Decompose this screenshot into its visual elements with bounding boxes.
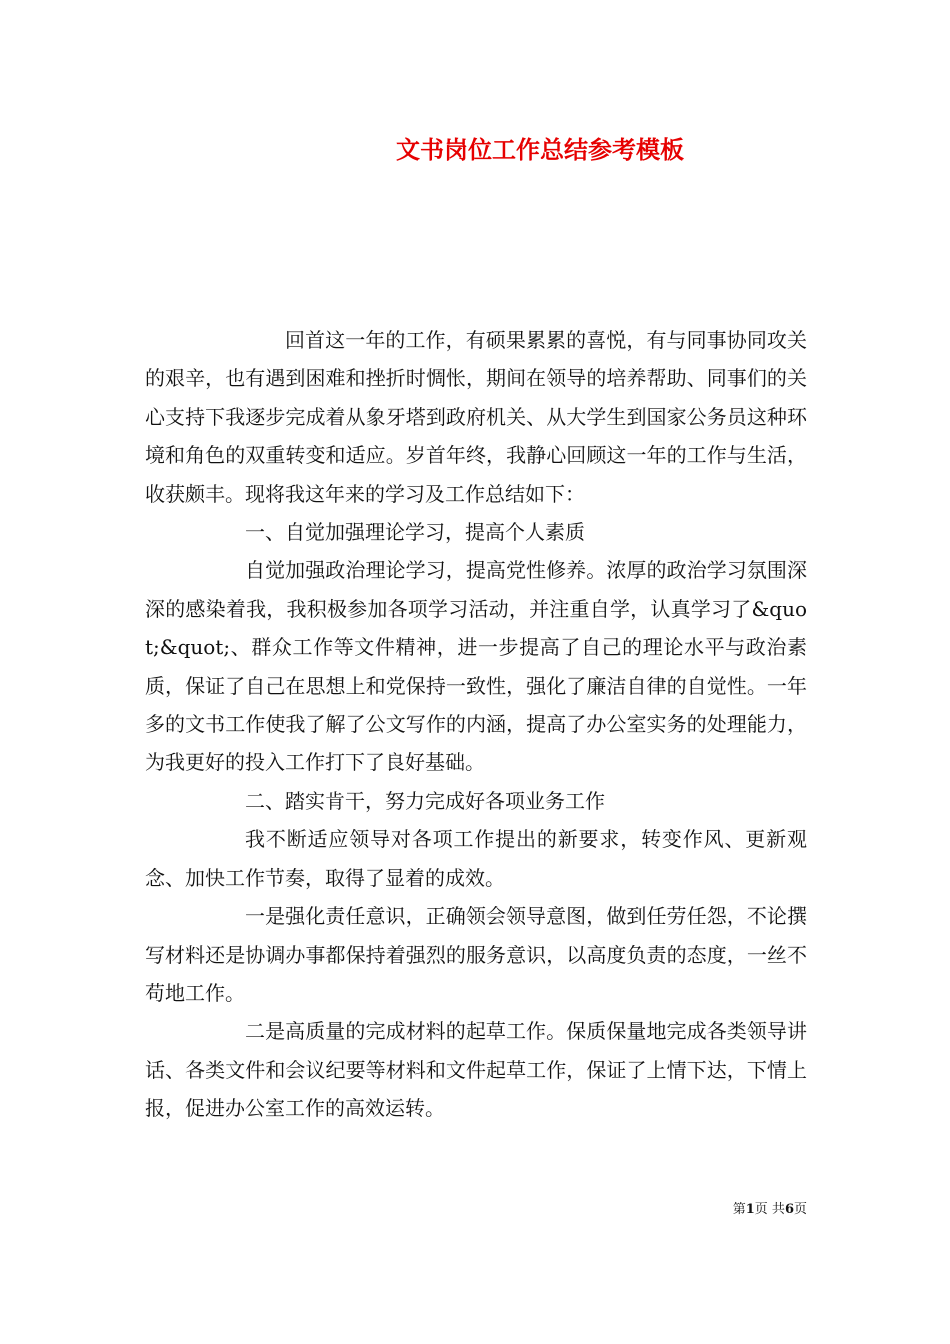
section-heading-2: 二、踏实肯干，努力完成好各项业务工作: [245, 788, 605, 813]
paragraph-theory-study: 自觉加强政治理论学习，提高党性修养。浓厚的政治学习氛围深深的感染着我，我积极参加各项学习活动，并注重自学，认真学习了&quot;&quot;、群众工作等文件精神，进一步提高了自己的理论水平与政治素质，保证了自己在思想上和党保持一致性，强化了廉洁自律的自觉性。一年多的文书工作使我了解了公文写作的内涵，提高了办公室实务的处理能力，为我更好的投入工作打下了良好基础。: [145, 558, 807, 775]
paragraph-point-1: 一是强化责任意识，正确领会领导意图，做到任劳任怨，不论撰写材料还是协调办事都保持着强烈的服务意识，以高度负责的态度，一丝不苟地工作。: [145, 904, 807, 1005]
footer-suffix: 页: [793, 1202, 807, 1217]
page-number-footer: [733, 1200, 807, 1220]
document-body: [145, 321, 807, 1128]
footer-prefix: 第: [732, 1202, 746, 1217]
document-title: 文书岗位工作总结参考模板: [396, 135, 684, 164]
section-heading-1: 一、自觉加强理论学习，提高个人素质: [245, 520, 585, 545]
paragraph-point-2: 二是高质量的完成材料的起草工作。保质保量地完成各类领导讲话、各类文件和会议纪要等材料和文件起草工作，保证了上情下达，下情上报，促进办公室工作的高效运转。: [145, 1019, 807, 1121]
footer-current-page: 1: [745, 1202, 755, 1217]
footer-total-pages: 6: [784, 1202, 794, 1217]
paragraph-adapt: 我不断适应领导对各项工作提出的新要求，转变作风、更新观念、加快工作节奏，取得了显着的成效。: [145, 827, 807, 890]
footer-middle: 页 共: [754, 1202, 785, 1217]
paragraph-intro: 回首这一年的工作，有硕果累累的喜悦，有与同事协同攻关的艰辛，也有遇到困难和挫折时惆怅，期间在领导的培养帮助、同事们的关心支持下我逐步完成着从象牙塔到政府机关、从大学生到国家公务员这种环境和角色的双重转变和适应。岁首年终，我静心回顾这一年的工作与生活，收获颇丰。现将我这年来的学习及工作总结如下：: [145, 328, 807, 506]
